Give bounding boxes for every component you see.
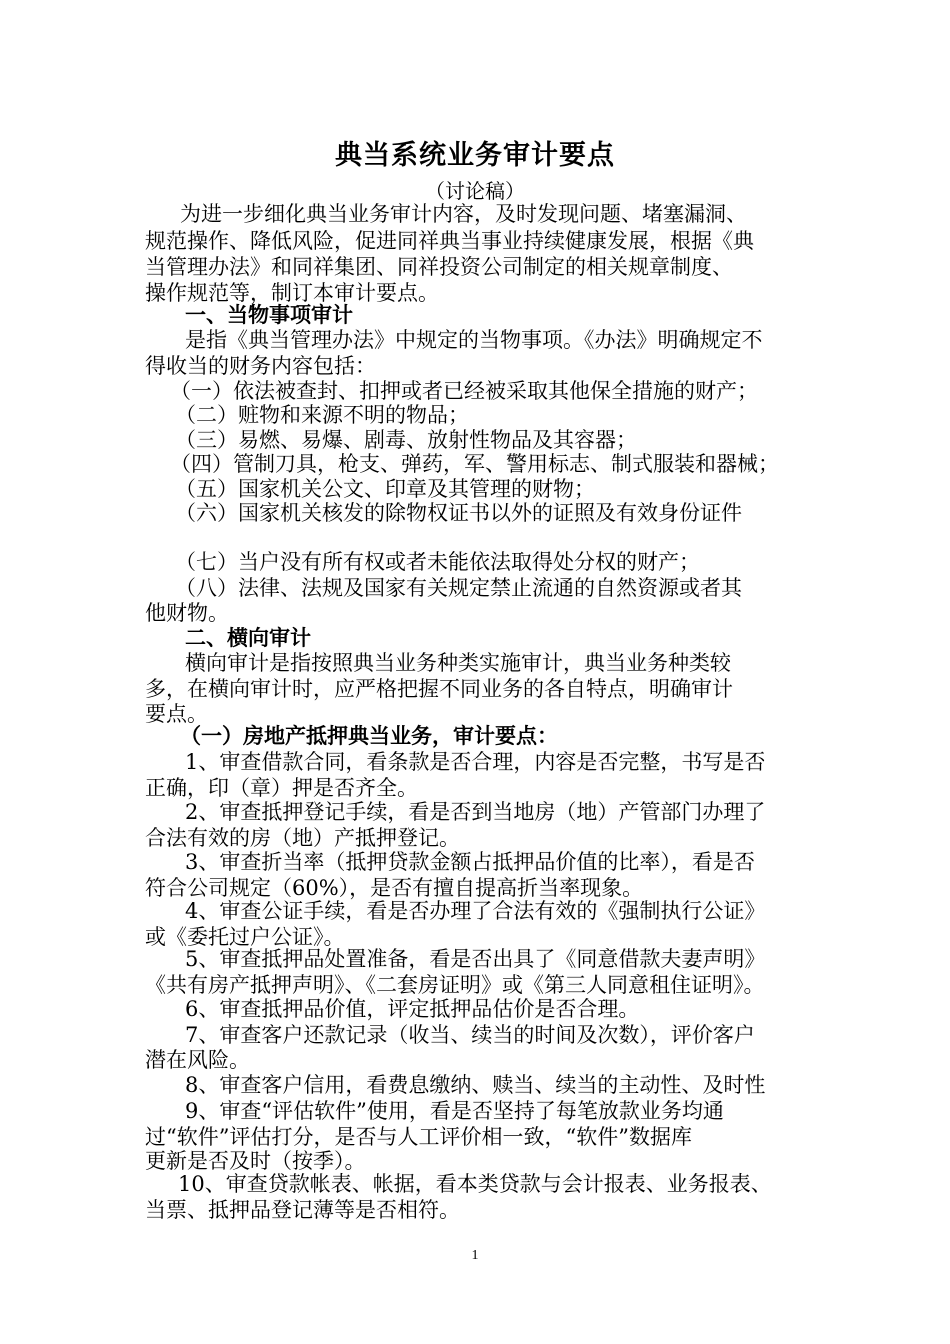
list-item: （二）赃物和来源不明的物品； [175, 403, 469, 427]
body-line: 规范操作、降低风险，促进同祥典当事业持续健康发展，根据《典 [145, 229, 754, 253]
body-line: 为进一步细化典当业务审计内容，及时发现问题、堵塞漏洞、 [180, 202, 747, 226]
body-line: 当管理办法》和同祥集团、同祥投资公司制定的相关规章制度、 [145, 255, 733, 279]
body-line: 5、审查抵押品处置准备，看是否出具了《同意借款夫妻声明》 [185, 947, 766, 971]
body-line: 要点。 [145, 702, 208, 726]
list-item: （一）依法被查封、扣押或者已经被采取其他保全措施的财产； [170, 379, 758, 403]
body-line: 横向审计是指按照典当业务种类实施审计，典当业务种类较 [185, 651, 731, 675]
body-line: 操作规范等，制订本审计要点。 [145, 281, 439, 305]
list-item: （七）当户没有所有权或者未能依法取得处分权的财产； [175, 550, 700, 574]
body-line: 合法有效的房（地）产抵押登记。 [145, 826, 460, 850]
body-line: 潜在风险。 [145, 1048, 250, 1072]
list-item: （六）国家机关核发的除物权证书以外的证照及有效身份证件 [175, 501, 742, 525]
list-item: （三）易燃、易爆、剧毒、放射性物品及其容器； [175, 428, 637, 452]
list-item: （五）国家机关公文、印章及其管理的财物； [175, 477, 595, 501]
list-item: （八）法律、法规及国家有关规定禁止流通的自然资源或者其 [175, 576, 742, 600]
body-line: 或《委托过户公证》。 [145, 925, 345, 949]
document-title: 典当系统业务审计要点 [335, 140, 615, 171]
body-line: 多，在横向审计时，应严格把握不同业务的各自特点，明确审计 [145, 677, 733, 701]
body-line: 当票、抵押品登记薄等是否相符。 [145, 1198, 460, 1222]
body-line: 是指《典当管理办法》中规定的当物事项。《办法》明确规定不 [185, 328, 763, 352]
body-line: 得收当的财务内容包括： [145, 354, 376, 378]
body-line: 6、审查抵押品价值，评定抵押品估价是否合理。 [185, 997, 640, 1021]
list-item: （四）管制刀具，枪支、弹药，军、警用标志、制式服装和器械； [170, 452, 779, 476]
body-line: 8、审查客户信用，看费息缴纳、赎当、续当的主动性、及时性 [185, 1073, 766, 1097]
section-heading: 一、当物事项审计 [185, 302, 353, 327]
body-line: 2、审查抵押登记手续，看是否到当地房（地）产管部门办理了 [185, 800, 766, 824]
body-line: 4、审查公证手续，看是否办理了合法有效的《强制执行公证》 [185, 899, 766, 923]
subsection-heading: （一）房地产抵押典当业务，审计要点： [180, 723, 558, 748]
section-heading: 二、横向审计 [185, 625, 311, 650]
body-line: 正确，印（章）押是否齐全。 [145, 776, 418, 800]
body-line: 《共有房产抵押声明》、《二套房证明》或《第三人同意租住证明》。 [145, 973, 765, 997]
body-line: 更新是否及时（按季）。 [145, 1149, 366, 1173]
body-line: 9、审查“评估软件”使用，看是否坚持了每笔放款业务均通 [185, 1099, 724, 1123]
body-line: 过“软件”评估打分，是否与人工评价相一致，“软件”数据库 [145, 1125, 692, 1149]
body-line: 7、审查客户还款记录（收当、续当的时间及次数），评价客户 [185, 1023, 755, 1047]
body-line: 10、审查贷款帐表、帐据，看本类贷款与会计报表、业务报表、 [178, 1172, 772, 1196]
body-line: 符合公司规定（60%），是否有擅自提高折当率现象。 [145, 876, 644, 900]
body-line: 1、审查借款合同，看条款是否合理，内容是否完整，书写是否 [185, 750, 766, 774]
body-line: 他财物。 [145, 601, 229, 625]
body-line: 3、审查折当率（抵押贷款金额占抵押品价值的比率），看是否 [185, 850, 755, 874]
page-number: 1 [471, 1248, 479, 1263]
document-subtitle: （讨论稿） [425, 179, 525, 203]
